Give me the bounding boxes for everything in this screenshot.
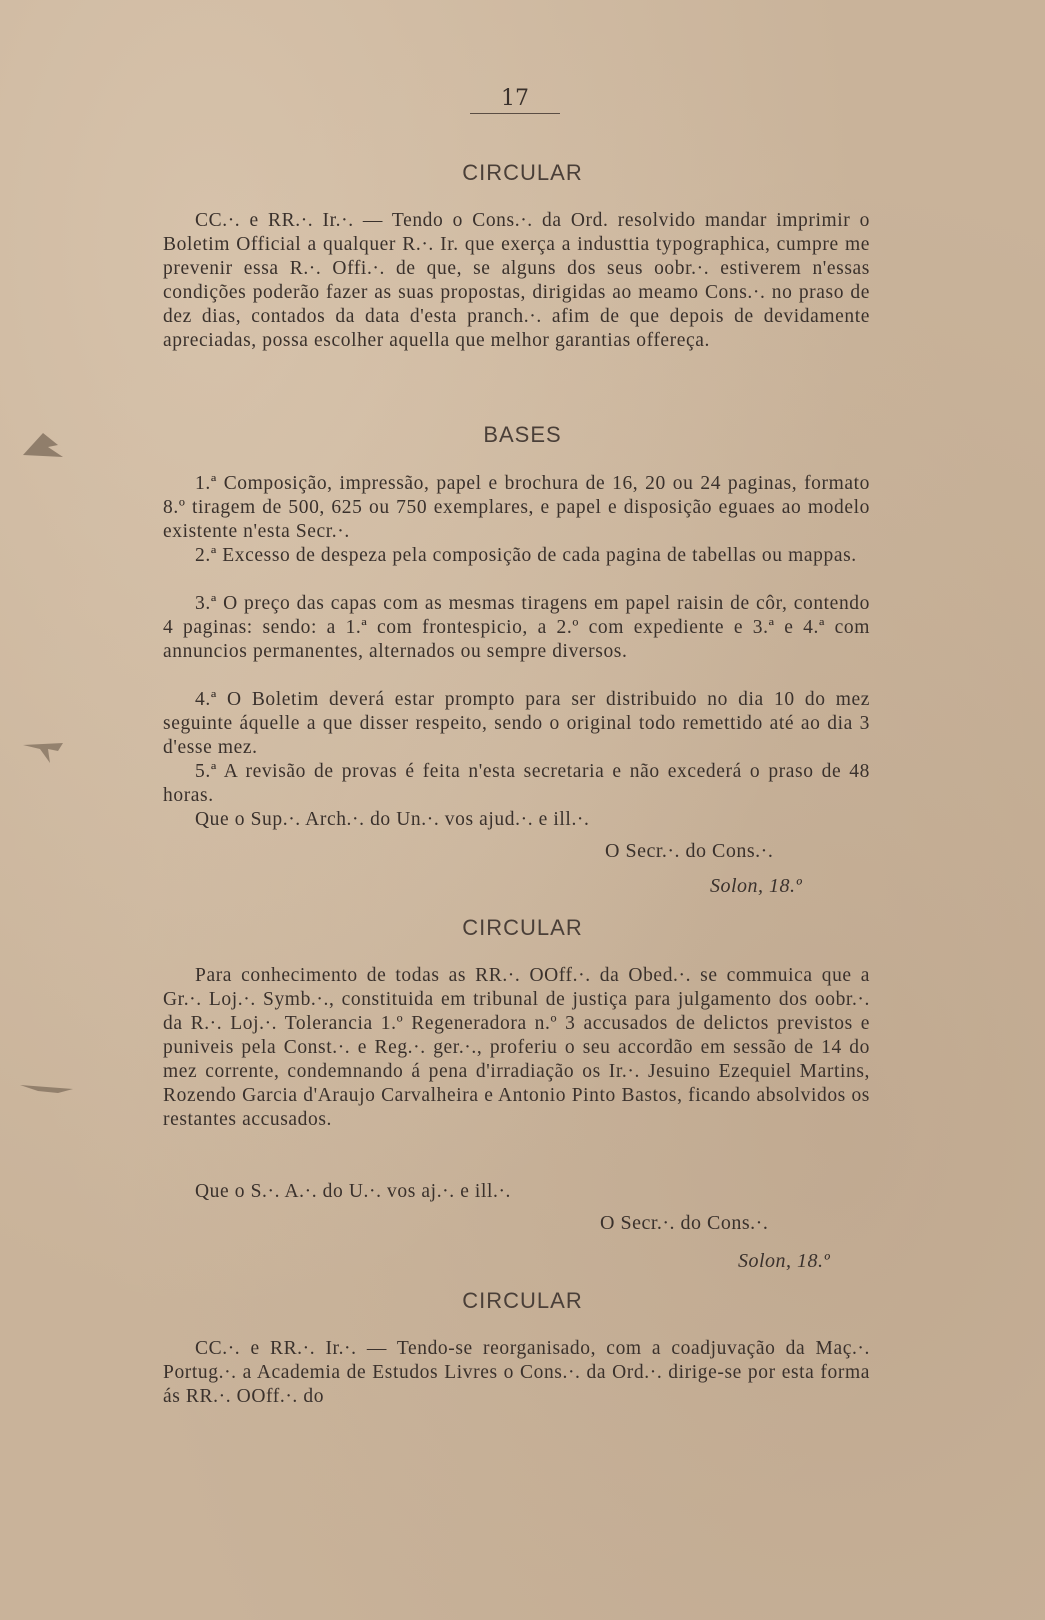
margin-ornament-icon: [18, 1075, 78, 1099]
page-number: 17: [470, 86, 560, 114]
bases-signer: O Secr.·. do Cons.·.: [605, 840, 774, 862]
circular-2-heading: CIRCULAR: [462, 915, 583, 940]
bases-heading: BASES: [483, 422, 562, 447]
circular-2-body: Para conhecimento de todas as RR.·. OOff.·. da Obed.·. se commuica que a Gr.·. Loj.·. Symb.·., constituida em tribunal de justiça para julgamento dos oobr.·. da R.·. Loj.·. Tolerancia 1.º Regeneradora n.º 3 accusados de delictos previstos e puniveis pela Const.·. e Reg.·. ger.·., proferiu o seu accordão em sessão de 14 do mez corrente, condemnando á pena d'irradiação os Ir.·. Jesuino Ezequiel Martins, Rozendo Garcia d'Araujo Carvalheira e Antonio Pinto Bastos, ficando absolvidos os restantes accusados.: [163, 965, 870, 1130]
bases-item-2: 2.ª Excesso de despeza pela composição de cada pagina de tabellas ou mappas.: [195, 545, 857, 566]
bases-item-1: 1.ª Composição, impressão, papel e brochura de 16, 20 ou 24 paginas, formato 8.º tiragem de 500, 625 ou 750 exemplares, e papel e disposição eguaes ao modelo existente n'esta Secr.·.: [163, 473, 870, 542]
circular-3-heading: CIRCULAR: [462, 1288, 583, 1313]
circular-1-body: CC.·. e RR.·. Ir.·. — Tendo o Cons.·. da Ord. resolvido mandar imprimir o Boletim Official a qualquer R.·. Ir. que exerça a industtia typographica, cumpre me prevenir essa R.·. Offi.·. de que, se alguns dos seus oobr.·. estiverem n'essas condições poderão fazer as suas propostas, dirigidas ao meamo Cons.·. no praso de dez dias, contados da data d'esta pranch.·. afim de que depois de devidamente apreciadas, possa escolher aquella que melhor garantias offereça.: [163, 210, 870, 351]
circular-2-closing: Que o S.·. A.·. do U.·. vos aj.·. e ill.·.: [195, 1181, 512, 1202]
circular-1-heading: CIRCULAR: [462, 160, 583, 185]
bases-signature: Solon, 18.º: [710, 875, 803, 897]
circular-2-signature: Solon, 18.º: [738, 1250, 831, 1272]
bases-item-3: 3.ª O preço das capas com as mesmas tiragens em papel raisin de côr, contendo 4 paginas: sendo: a 1.ª com frontespicio, a 2.º com expediente e 3.ª e 4.ª com annuncios permanentes, alternados ou sempre diversos.: [163, 593, 870, 662]
bases-closing: Que o Sup.·. Arch.·. do Un.·. vos ajud.·. e ill.·.: [195, 809, 590, 830]
margin-ornament-icon: [18, 735, 68, 765]
circular-3-body: CC.·. e RR.·. Ir.·. — Tendo-se reorganisado, com a coadjuvação da Maç.·. Portug.·. a Academia de Estudos Livres o Cons.·. da Ord.·. dirige-se por esta forma ás RR.·. OOff.·. do: [163, 1338, 870, 1407]
bases-item-4: 4.ª O Boletim deverá estar prompto para ser distribuido no dia 10 do mez seguinte áquelle a que disser respeito, sendo o original todo remettido até ao dia 3 d'esse mez.: [163, 689, 870, 758]
circular-2-signer: O Secr.·. do Cons.·.: [600, 1212, 769, 1234]
bases-item-5: 5.ª A revisão de provas é feita n'esta secretaria e não excederá o praso de 48 horas.: [163, 761, 870, 806]
